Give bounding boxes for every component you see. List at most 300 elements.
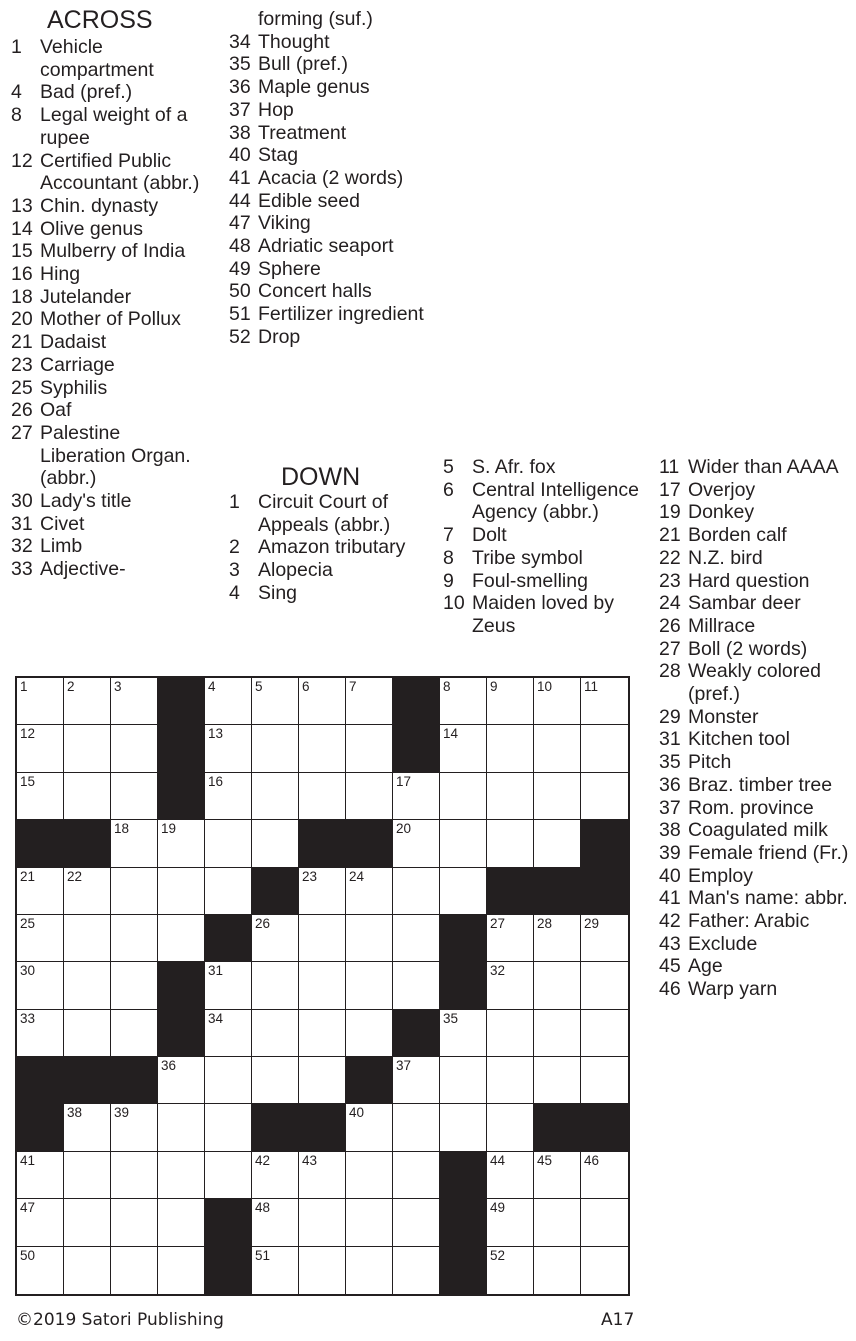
grid-cell[interactable] xyxy=(440,678,487,725)
grid-cell[interactable] xyxy=(581,962,628,1009)
clue-text: Chin. dynasty xyxy=(40,194,159,217)
grid-cell[interactable] xyxy=(64,678,111,725)
black-square xyxy=(64,1057,111,1104)
black-square xyxy=(17,820,64,867)
grid-cell[interactable] xyxy=(64,773,111,820)
black-square xyxy=(487,868,534,915)
cell-number: 1 xyxy=(20,679,28,694)
grid-cell[interactable] xyxy=(64,1010,111,1057)
clue-text: Amazon tributary xyxy=(258,536,406,559)
across-clue xyxy=(11,558,211,581)
black-square xyxy=(158,962,205,1009)
across-clue xyxy=(11,308,211,331)
clue-text: Adriatic seaport xyxy=(258,235,394,258)
clue-number: 48 xyxy=(229,235,251,258)
down-clues-col2 xyxy=(443,456,643,638)
black-square xyxy=(205,915,252,962)
clue-text: Lady's title xyxy=(40,490,132,513)
grid-cell[interactable] xyxy=(440,1010,487,1057)
grid-cell[interactable] xyxy=(252,1057,299,1104)
clue-text: Civet xyxy=(40,512,85,535)
across-heading: ACROSS xyxy=(47,6,153,34)
grid-cell[interactable] xyxy=(346,1010,393,1057)
grid-cell[interactable] xyxy=(581,1152,628,1199)
grid-cell[interactable] xyxy=(346,678,393,725)
black-square xyxy=(158,773,205,820)
grid-cell[interactable] xyxy=(205,1057,252,1104)
clue-number: 9 xyxy=(443,569,454,592)
clue-number: 8 xyxy=(11,104,22,127)
grid-cell[interactable] xyxy=(534,962,581,1009)
grid-cell[interactable] xyxy=(64,962,111,1009)
down-clue xyxy=(443,547,643,570)
grid-cell[interactable] xyxy=(17,1010,64,1057)
grid-cell[interactable] xyxy=(534,915,581,962)
grid-cell[interactable] xyxy=(534,1057,581,1104)
grid-cell[interactable] xyxy=(158,1247,205,1294)
grid-cell[interactable] xyxy=(534,725,581,772)
grid-cell[interactable] xyxy=(581,915,628,962)
clue-text: Age xyxy=(688,955,723,978)
grid-cell[interactable] xyxy=(205,678,252,725)
clue-text: Dadaist xyxy=(40,331,107,354)
grid-cell[interactable] xyxy=(534,1199,581,1246)
clue-text: Dolt xyxy=(472,524,507,547)
grid-cell[interactable] xyxy=(111,773,158,820)
clue-text: Jutelander xyxy=(40,285,132,308)
across-clue xyxy=(229,8,434,31)
grid-cell[interactable] xyxy=(393,962,440,1009)
cell-number: 36 xyxy=(161,1058,177,1074)
clue-number: 41 xyxy=(229,166,251,189)
grid-cell[interactable] xyxy=(393,1104,440,1151)
grid-cell[interactable] xyxy=(299,1199,346,1246)
clue-number: 40 xyxy=(229,144,251,167)
clue-text: Sing xyxy=(258,581,298,604)
grid-cell[interactable] xyxy=(64,868,111,915)
clue-text: Braz. timber tree xyxy=(688,773,833,796)
clue-number: 32 xyxy=(11,535,33,558)
cell-number: 45 xyxy=(537,1152,553,1168)
clue-text: Fertilizer ingredient xyxy=(258,303,424,326)
black-square xyxy=(299,1104,346,1151)
clue-number: 50 xyxy=(229,280,251,303)
across-clue xyxy=(11,399,211,422)
grid-cell[interactable] xyxy=(581,1247,628,1294)
cell-number: 19 xyxy=(161,821,177,837)
clue-text: Wider than AAAA xyxy=(688,456,839,478)
grid-cell[interactable] xyxy=(17,773,64,820)
cell-number: 39 xyxy=(114,1105,130,1121)
clue-number: 22 xyxy=(659,546,681,569)
grid-cell[interactable] xyxy=(158,1152,205,1199)
grid-cell[interactable] xyxy=(440,1104,487,1151)
down-clue xyxy=(659,547,854,570)
grid-cell[interactable] xyxy=(393,1247,440,1294)
down-clue xyxy=(659,570,854,593)
grid-cell[interactable] xyxy=(534,1152,581,1199)
grid-cell[interactable] xyxy=(205,773,252,820)
clue-text: Weakly colored (pref.) xyxy=(688,660,821,706)
grid-cell[interactable] xyxy=(393,915,440,962)
grid-cell[interactable] xyxy=(205,1152,252,1199)
grid-cell[interactable] xyxy=(534,773,581,820)
clue-text: Sphere xyxy=(258,257,321,280)
across-clue xyxy=(229,303,434,326)
grid-cell[interactable] xyxy=(252,1247,299,1294)
grid-cell[interactable] xyxy=(487,1104,534,1151)
cell-number: 24 xyxy=(349,868,365,884)
cell-number: 49 xyxy=(490,1200,506,1216)
grid-cell[interactable] xyxy=(581,773,628,820)
grid-cell[interactable] xyxy=(487,1010,534,1057)
clue-text: Olive genus xyxy=(40,217,143,240)
down-heading: DOWN xyxy=(281,463,361,491)
across-clue xyxy=(11,195,211,218)
grid-cell[interactable] xyxy=(487,1247,534,1294)
clue-number: 35 xyxy=(659,751,681,774)
grid-cell[interactable] xyxy=(487,1152,534,1199)
cell-number: 28 xyxy=(537,915,553,931)
clue-number: 23 xyxy=(11,353,33,376)
grid-cell[interactable] xyxy=(205,868,252,915)
grid-cell[interactable] xyxy=(158,1104,205,1151)
across-clue xyxy=(229,167,434,190)
cell-number: 41 xyxy=(20,1152,36,1168)
cell-number: 32 xyxy=(490,963,506,979)
grid-cell[interactable] xyxy=(64,1199,111,1246)
grid-cell[interactable] xyxy=(346,1152,393,1199)
grid-cell[interactable] xyxy=(252,1010,299,1057)
grid-cell[interactable] xyxy=(581,725,628,772)
black-square xyxy=(440,1247,487,1294)
clue-text: Limb xyxy=(40,535,83,558)
grid-cell[interactable] xyxy=(440,773,487,820)
grid-cell[interactable] xyxy=(534,820,581,867)
grid-cell[interactable] xyxy=(393,868,440,915)
cell-number: 20 xyxy=(396,821,412,837)
clue-text: Viking xyxy=(258,212,311,235)
grid-cell[interactable] xyxy=(346,725,393,772)
clue-text: Borden calf xyxy=(688,524,787,547)
clue-number: 10 xyxy=(443,592,465,615)
grid-cell[interactable] xyxy=(252,1152,299,1199)
grid-cell[interactable] xyxy=(487,915,534,962)
grid-cell[interactable] xyxy=(346,1247,393,1294)
grid-cell[interactable] xyxy=(205,820,252,867)
down-clue xyxy=(659,819,854,842)
grid-cell[interactable] xyxy=(487,678,534,725)
across-clue xyxy=(229,31,434,54)
grid-cell[interactable] xyxy=(346,1104,393,1151)
cell-number: 2 xyxy=(67,679,75,694)
grid-cell[interactable] xyxy=(252,725,299,772)
cell-number: 26 xyxy=(255,915,271,931)
down-clue xyxy=(659,978,854,1001)
clue-text: Bad (pref.) xyxy=(40,81,133,104)
down-clue xyxy=(659,865,854,888)
black-square xyxy=(346,1057,393,1104)
cell-number: 35 xyxy=(443,1010,459,1026)
grid-cell[interactable] xyxy=(299,1057,346,1104)
grid-cell[interactable] xyxy=(205,1010,252,1057)
grid-cell[interactable] xyxy=(299,678,346,725)
cell-number: 50 xyxy=(20,1247,36,1263)
clue-text: Tribe symbol xyxy=(472,546,583,569)
down-clue xyxy=(443,570,643,593)
grid-cell[interactable] xyxy=(299,868,346,915)
grid-cell[interactable] xyxy=(205,725,252,772)
clue-text: Central Intelligence Agency (abbr.) xyxy=(472,478,639,524)
grid-cell[interactable] xyxy=(581,1057,628,1104)
grid-cell[interactable] xyxy=(487,1057,534,1104)
grid-cell[interactable] xyxy=(581,1010,628,1057)
clue-text: Foul-smelling xyxy=(472,569,588,592)
grid-cell[interactable] xyxy=(534,1010,581,1057)
clue-text: Concert halls xyxy=(258,280,372,303)
page-number: A17 xyxy=(601,1310,635,1330)
grid-cell[interactable] xyxy=(17,1152,64,1199)
black-square xyxy=(393,1010,440,1057)
clue-text: Employ xyxy=(688,864,754,887)
clue-number: 24 xyxy=(659,592,681,615)
grid-cell[interactable] xyxy=(393,1057,440,1104)
clue-number: 26 xyxy=(659,614,681,637)
black-square xyxy=(440,962,487,1009)
down-clue xyxy=(229,559,429,582)
grid-cell[interactable] xyxy=(158,1199,205,1246)
grid-cell[interactable] xyxy=(393,820,440,867)
black-square xyxy=(581,868,628,915)
grid-cell[interactable] xyxy=(17,868,64,915)
grid-cell[interactable] xyxy=(534,678,581,725)
grid-cell[interactable] xyxy=(111,1247,158,1294)
grid-cell[interactable] xyxy=(299,1010,346,1057)
across-clue xyxy=(11,513,211,536)
cell-number: 38 xyxy=(67,1105,83,1121)
grid-cell[interactable] xyxy=(205,962,252,1009)
clue-text: Rom. province xyxy=(688,796,814,819)
cell-number: 7 xyxy=(349,679,357,694)
grid-cell[interactable] xyxy=(346,868,393,915)
clue-text: Kitchen tool xyxy=(688,728,790,751)
grid-cell[interactable] xyxy=(440,820,487,867)
grid-cell[interactable] xyxy=(64,1247,111,1294)
clue-text: Hard question xyxy=(688,569,810,592)
clue-text: Vehicle compartment xyxy=(40,36,154,81)
grid-cell[interactable] xyxy=(64,915,111,962)
grid-cell[interactable] xyxy=(64,725,111,772)
grid-cell[interactable] xyxy=(111,1010,158,1057)
grid-cell[interactable] xyxy=(111,820,158,867)
clue-text: Overjoy xyxy=(688,478,756,501)
clue-text: Stag xyxy=(258,144,299,167)
grid-cell[interactable] xyxy=(158,1057,205,1104)
clue-text: Mulberry of India xyxy=(40,240,186,263)
cell-number: 25 xyxy=(20,915,36,931)
grid-cell[interactable] xyxy=(111,1152,158,1199)
clue-text: Millrace xyxy=(688,614,756,637)
cell-number: 37 xyxy=(396,1058,412,1074)
across-clue xyxy=(229,144,434,167)
down-clue xyxy=(659,774,854,797)
cell-number: 4 xyxy=(208,679,216,694)
clue-text: Palestine Liberation Organ. (abbr.) xyxy=(40,421,191,490)
grid-cell[interactable] xyxy=(487,820,534,867)
clue-text: Pitch xyxy=(688,751,732,774)
clue-number: 52 xyxy=(229,325,251,348)
grid-cell[interactable] xyxy=(17,1247,64,1294)
grid-cell[interactable] xyxy=(17,725,64,772)
clue-text: Hop xyxy=(258,98,294,121)
clue-text: Exclude xyxy=(688,932,758,955)
grid-cell[interactable] xyxy=(581,678,628,725)
across-clue xyxy=(11,263,211,286)
black-square xyxy=(534,1104,581,1151)
grid-cell[interactable] xyxy=(64,1104,111,1151)
across-clue xyxy=(229,122,434,145)
grid-cell[interactable] xyxy=(17,678,64,725)
cell-number: 33 xyxy=(20,1010,36,1026)
grid-cell[interactable] xyxy=(17,915,64,962)
grid-cell[interactable] xyxy=(393,1152,440,1199)
clue-number xyxy=(229,8,258,31)
grid-cell[interactable] xyxy=(299,1247,346,1294)
grid-cell[interactable] xyxy=(346,1199,393,1246)
grid-cell[interactable] xyxy=(487,725,534,772)
cell-number: 31 xyxy=(208,963,224,979)
down-clue xyxy=(443,479,643,524)
grid-cell[interactable] xyxy=(64,1152,111,1199)
down-clue xyxy=(659,933,854,956)
clue-number: 40 xyxy=(659,864,681,887)
clue-number: 18 xyxy=(11,285,33,308)
across-clue xyxy=(11,150,211,195)
grid-cell[interactable] xyxy=(252,820,299,867)
grid-cell[interactable] xyxy=(111,868,158,915)
clue-text: Sambar deer xyxy=(688,592,801,615)
cell-number: 51 xyxy=(255,1247,271,1263)
grid-cell[interactable] xyxy=(299,1152,346,1199)
grid-cell[interactable] xyxy=(111,678,158,725)
cell-number: 6 xyxy=(302,679,310,694)
grid-cell[interactable] xyxy=(252,962,299,1009)
grid-cell[interactable] xyxy=(581,1199,628,1246)
black-square xyxy=(534,868,581,915)
down-clue xyxy=(659,592,854,615)
grid-cell[interactable] xyxy=(158,820,205,867)
grid-cell[interactable] xyxy=(299,962,346,1009)
clue-number: 31 xyxy=(11,512,33,535)
grid-cell[interactable] xyxy=(299,773,346,820)
clue-number: 45 xyxy=(659,955,681,978)
grid-cell[interactable] xyxy=(252,678,299,725)
across-clues-col2 xyxy=(229,8,434,349)
grid-cell[interactable] xyxy=(111,725,158,772)
clue-number: 31 xyxy=(659,728,681,751)
grid-cell[interactable] xyxy=(299,725,346,772)
grid-cell[interactable] xyxy=(158,915,205,962)
across-clue xyxy=(11,218,211,241)
grid-cell[interactable] xyxy=(205,1104,252,1151)
grid-cell[interactable] xyxy=(17,1199,64,1246)
clue-number: 19 xyxy=(659,501,681,524)
clue-number: 25 xyxy=(11,376,33,399)
black-square xyxy=(252,1104,299,1151)
clue-number: 26 xyxy=(11,399,33,422)
grid-cell[interactable] xyxy=(487,773,534,820)
down-clue xyxy=(659,955,854,978)
across-clue xyxy=(229,280,434,303)
grid-cell[interactable] xyxy=(252,1199,299,1246)
crossword-grid xyxy=(15,676,630,1296)
grid-cell[interactable] xyxy=(534,1247,581,1294)
down-clue xyxy=(659,706,854,729)
across-clues-col1 xyxy=(11,36,211,581)
grid-cell[interactable] xyxy=(252,773,299,820)
grid-cell[interactable] xyxy=(17,962,64,1009)
grid-cell[interactable] xyxy=(346,962,393,1009)
grid-cell[interactable] xyxy=(252,915,299,962)
grid-cell[interactable] xyxy=(111,915,158,962)
grid-cell[interactable] xyxy=(440,1057,487,1104)
clue-number: 13 xyxy=(11,194,33,217)
cell-number: 30 xyxy=(20,963,36,979)
clue-text: Adjective- xyxy=(40,558,126,581)
grid-cell[interactable] xyxy=(111,1199,158,1246)
clue-number: 47 xyxy=(229,212,251,235)
grid-cell[interactable] xyxy=(111,1104,158,1151)
down-clue xyxy=(659,797,854,820)
clue-text: Warp yarn xyxy=(688,978,778,1001)
clue-text: N.Z. bird xyxy=(688,546,763,569)
across-clue xyxy=(229,76,434,99)
clue-text: forming (suf.) xyxy=(258,8,373,30)
black-square xyxy=(205,1199,252,1246)
clue-number: 20 xyxy=(11,308,33,331)
clue-number: 21 xyxy=(11,331,33,354)
black-square xyxy=(393,725,440,772)
grid-cell[interactable] xyxy=(393,773,440,820)
grid-cell[interactable] xyxy=(393,1199,440,1246)
grid-cell[interactable] xyxy=(346,773,393,820)
black-square xyxy=(111,1057,158,1104)
clue-number: 51 xyxy=(229,303,251,326)
clue-number: 42 xyxy=(659,910,681,933)
grid-cell[interactable] xyxy=(440,725,487,772)
across-clue xyxy=(11,331,211,354)
cell-number: 27 xyxy=(490,915,506,931)
grid-cell[interactable] xyxy=(299,915,346,962)
across-clue xyxy=(229,326,434,349)
grid-cell[interactable] xyxy=(111,962,158,1009)
black-square xyxy=(64,820,111,867)
clue-number: 11 xyxy=(659,456,680,478)
clue-number: 37 xyxy=(659,796,681,819)
clue-text: Acacia (2 words) xyxy=(258,166,404,189)
grid-cell[interactable] xyxy=(158,868,205,915)
cell-number: 22 xyxy=(67,868,83,884)
grid-cell[interactable] xyxy=(487,962,534,1009)
black-square xyxy=(393,678,440,725)
cell-number: 44 xyxy=(490,1152,506,1168)
clue-number: 27 xyxy=(11,421,33,444)
grid-cell[interactable] xyxy=(346,915,393,962)
grid-cell[interactable] xyxy=(440,868,487,915)
clue-number: 34 xyxy=(229,30,251,53)
clue-number: 23 xyxy=(659,569,681,592)
grid-cell[interactable] xyxy=(487,1199,534,1246)
